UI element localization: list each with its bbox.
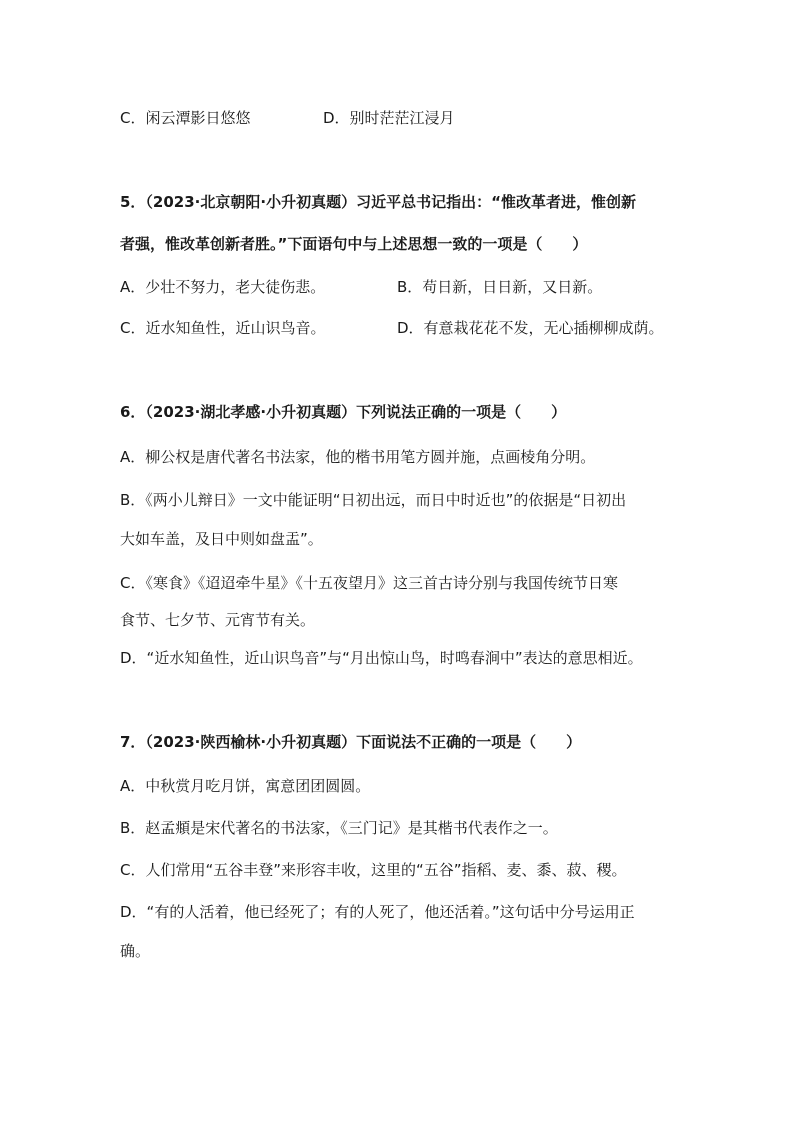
q7-option-d-line2: 确。 bbox=[120, 942, 151, 960]
q5-option-d: D．有意栽花花不发，无心插柳柳成荫。 bbox=[397, 319, 664, 337]
q6-option-a: A．柳公权是唐代著名书法家，他的楷书用笔方圆并施，点画棱角分明。 bbox=[120, 448, 596, 466]
q7-stem: 7．（2023·陕西榆林·小升初真题）下面说法不正确的一项是（ ） bbox=[120, 733, 582, 751]
q6-option-b-line2: 大如车盖，及日中则如盘盂”。 bbox=[120, 530, 323, 548]
q5-option-b: B．苟日新，日日新，又日新。 bbox=[397, 278, 603, 296]
q4-option-d: D．别时茫茫江浸月 bbox=[323, 109, 455, 127]
q4-option-c: C．闲云潭影日悠悠 bbox=[120, 109, 251, 127]
q5-option-c: C．近水知鱼性，近山识鸟音。 bbox=[120, 319, 326, 337]
q7-option-a: A．中秋赏月吃月饼，寓意团团圆圆。 bbox=[120, 777, 371, 795]
q6-option-c-line1: C．《寒食》《迢迢牵牛星》《十五夜望月》这三首古诗分别与我国传统节日寒 bbox=[120, 574, 618, 592]
q5-stem-line1: 5．（2023·北京朝阳·小升初真题）习近平总书记指出：“惟改革者进，惟创新 bbox=[120, 193, 636, 211]
q6-option-b-line1: B．《两小儿辩日》一文中能证明“日初出远，而日中时近也”的依据是“日初出 bbox=[120, 491, 627, 509]
q7-option-c: C．人们常用“五谷丰登”来形容丰收，这里的“五谷”指稻、麦、黍、菽、稷。 bbox=[120, 861, 627, 879]
q6-stem: 6．（2023·湖北孝感·小升初真题）下列说法正确的一项是（ ） bbox=[120, 403, 567, 421]
q6-option-c-line2: 食节、七夕节、元宵节有关。 bbox=[120, 611, 316, 629]
q5-stem-line2: 者强，惟改革创新者胜。”下面语句中与上述思想一致的一项是（ ） bbox=[120, 235, 588, 253]
q5-option-a: A．少壮不努力，老大徒伤悲。 bbox=[120, 278, 326, 296]
q7-option-b: B．赵孟頫是宋代著名的书法家，《三门记》是其楷书代表作之一。 bbox=[120, 819, 558, 837]
q6-option-d: D．“近水知鱼性，近山识鸟音”与“月出惊山鸟，时鸣春涧中”表达的意思相近。 bbox=[120, 649, 643, 667]
q7-option-d-line1: D．“有的人活着，他已经死了；有的人死了，他还活着。”这句话中分号运用正 bbox=[120, 903, 635, 921]
